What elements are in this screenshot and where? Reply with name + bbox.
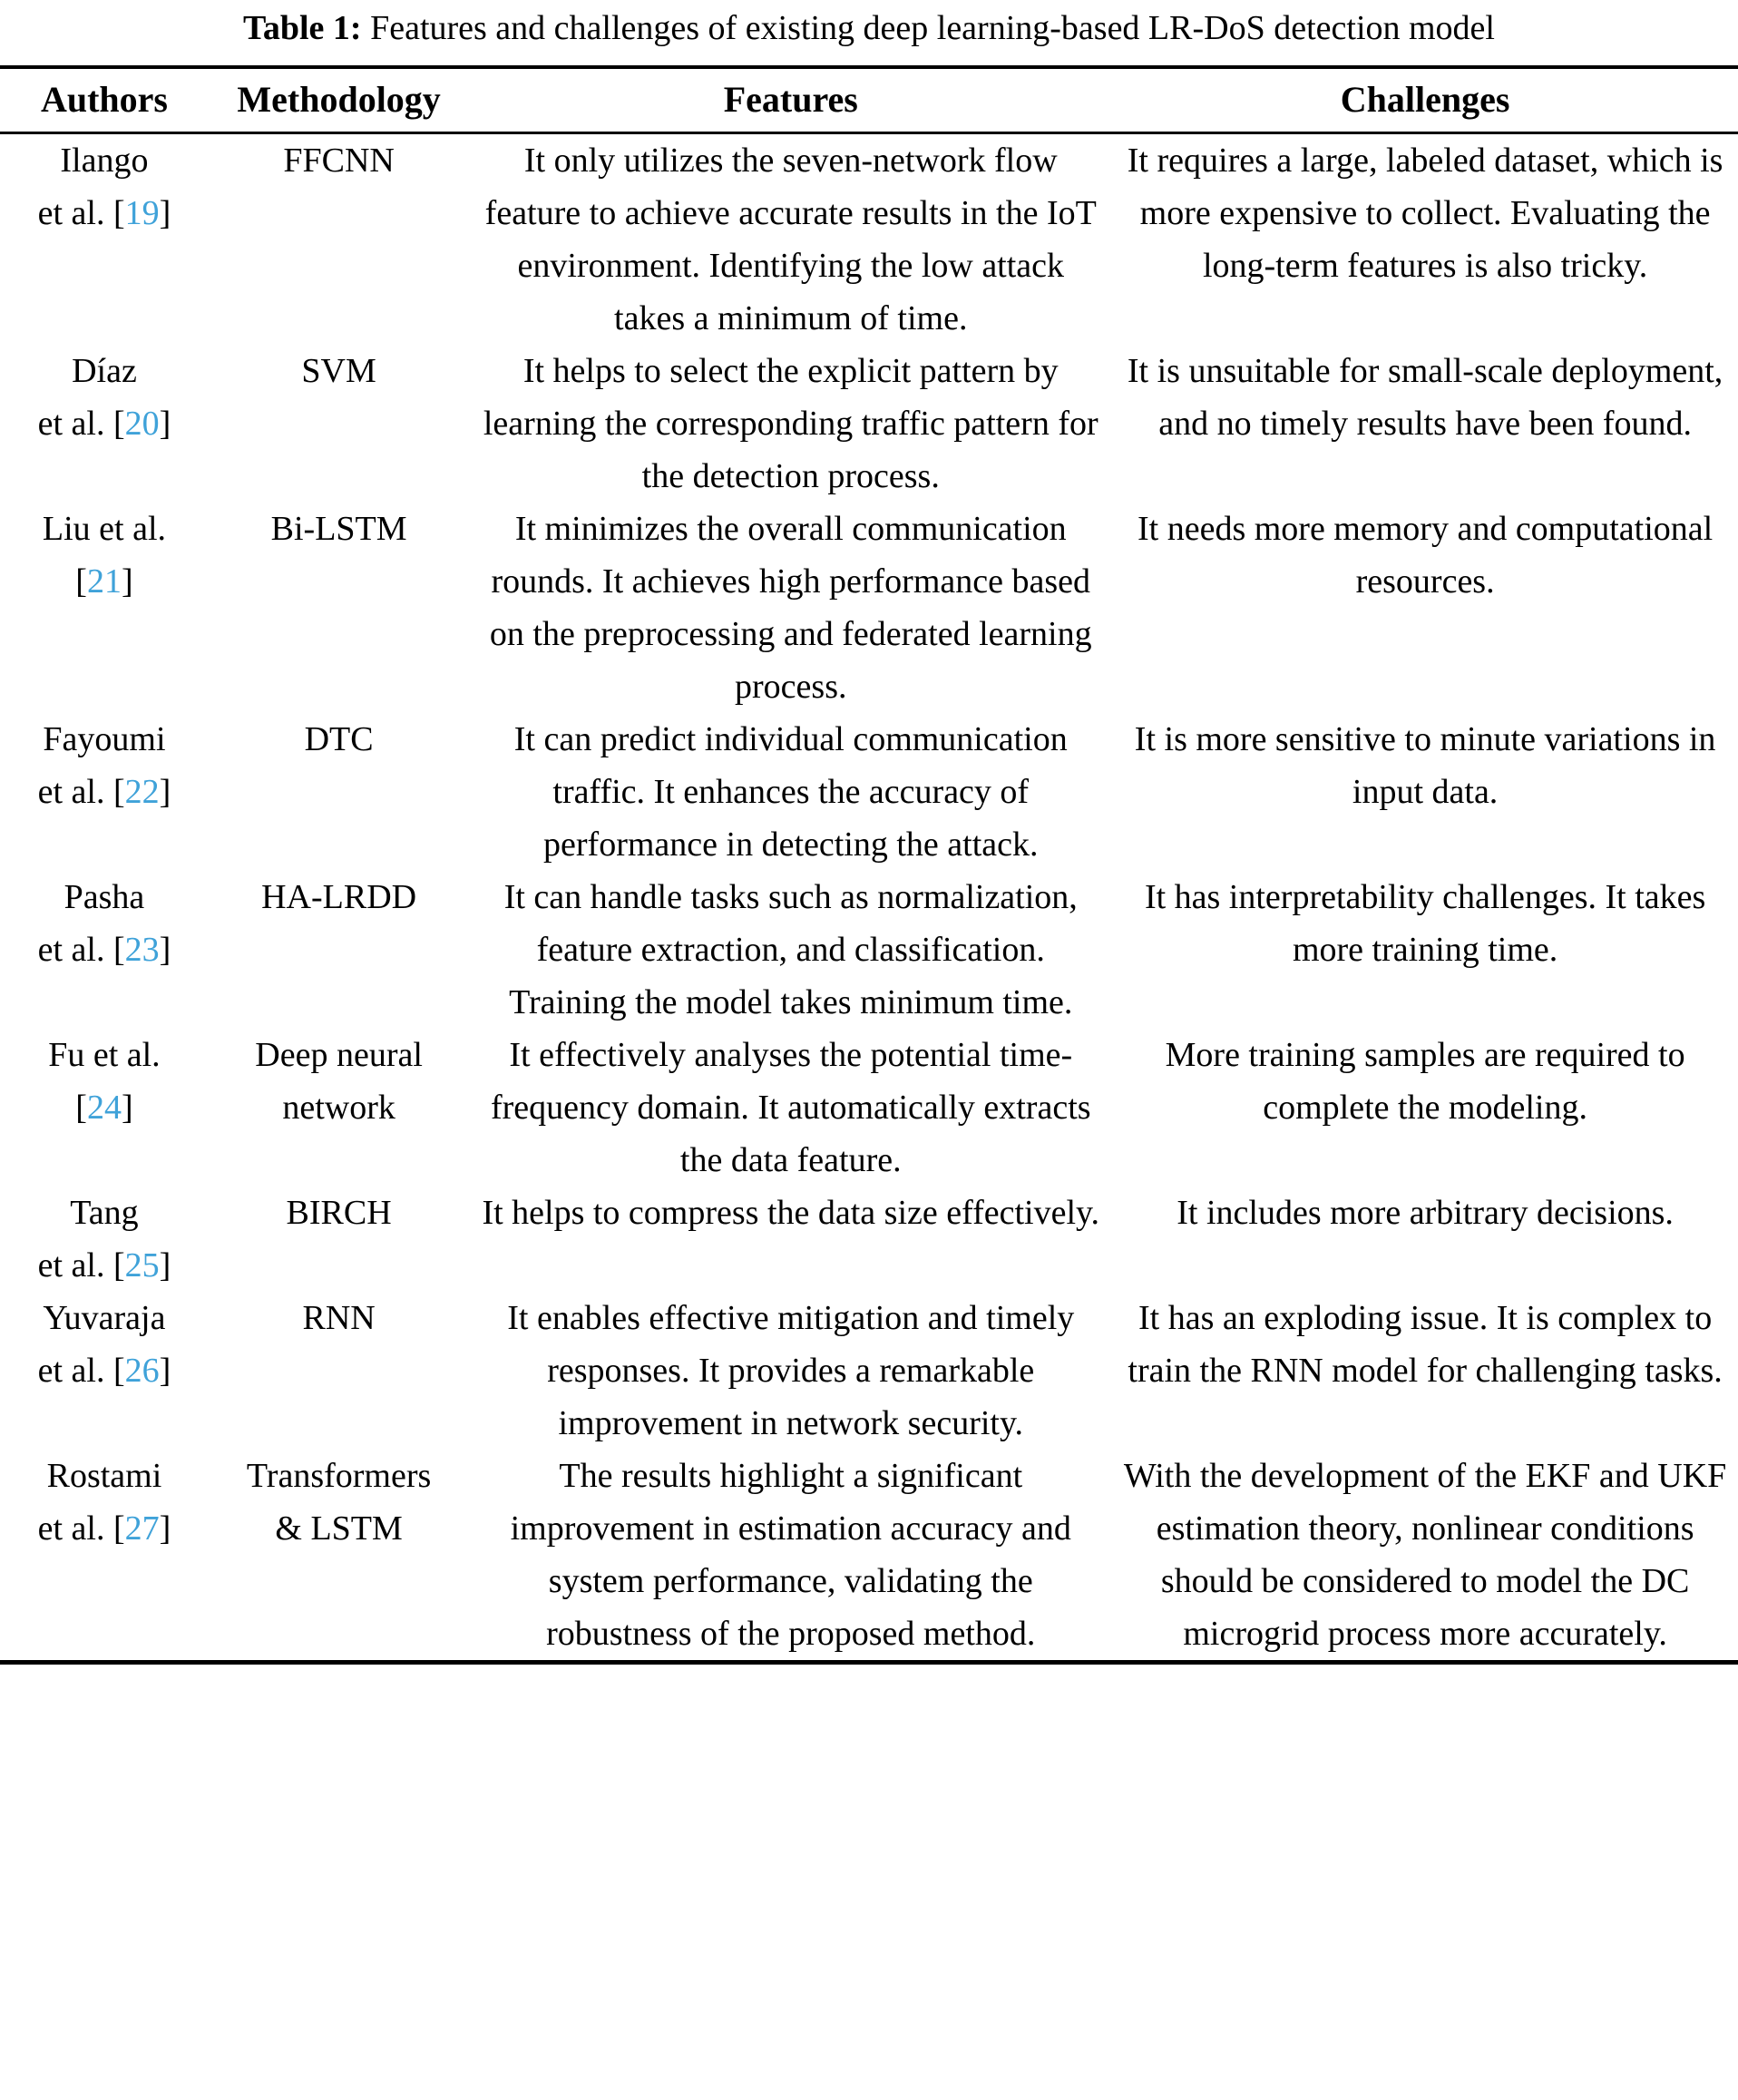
authors-cell: Rostami et al. [27] — [37, 1456, 171, 1548]
table-row — [0, 1292, 1738, 1450]
methodology-cell: SVM — [301, 351, 376, 390]
challenges-cell: It needs more memory and computational resources. — [1138, 509, 1714, 601]
citation-ref[interactable]: 27 — [124, 1509, 160, 1548]
citation-ref[interactable]: 19 — [124, 193, 160, 232]
citation-ref[interactable]: 24 — [86, 1088, 122, 1127]
features-cell: It can predict individual communication traffic. It enhances the accuracy of performance in detecting the attack. — [513, 719, 1068, 864]
table-row — [0, 345, 1738, 503]
comparison-table — [0, 65, 1738, 1665]
header-row — [0, 67, 1738, 133]
authors-cell: Fayoumi et al. [22] — [37, 719, 171, 811]
authors-cell: Fu et al. [24] — [48, 1035, 161, 1127]
authors-cell: Liu et al. [21] — [42, 509, 167, 601]
features-cell: It only utilizes the seven-network flow feature to achieve accurate results in the IoT environment. Identifying the low attack takes a minimum of time. — [484, 141, 1097, 337]
challenges-cell: It requires a large, labeled dataset, which is more expensive to collect. Evaluating the long-term features is also tricky. — [1127, 141, 1723, 285]
citation-ref[interactable]: 21 — [86, 562, 122, 601]
citation-ref[interactable]: 25 — [124, 1245, 160, 1284]
table-row — [0, 132, 1738, 345]
methodology-cell: Deep neural network — [255, 1035, 423, 1127]
features-cell: It enables effective mitigation and timely responses. It provides a remarkable improvement in network security. — [507, 1298, 1075, 1442]
citation-ref[interactable]: 26 — [124, 1351, 160, 1390]
table-caption — [0, 0, 1738, 65]
table-row — [0, 1187, 1738, 1292]
methodology-cell: Transformers & LSTM — [246, 1456, 432, 1548]
methodology-cell: BIRCH — [286, 1193, 392, 1232]
methodology-cell: Bi-LSTM — [270, 509, 407, 548]
authors-cell: Ilango et al. [19] — [37, 141, 171, 232]
authors-cell: Yuvaraja et al. [26] — [37, 1298, 171, 1390]
challenges-cell: It is unsuitable for small-scale deployment, and no timely results have been found. — [1127, 351, 1723, 443]
methodology-cell: DTC — [304, 719, 374, 758]
citation-ref[interactable]: 23 — [124, 930, 160, 969]
features-cell: It helps to compress the data size effectively. — [482, 1193, 1100, 1232]
column-header-features: Features — [469, 67, 1112, 133]
challenges-cell: It has interpretability challenges. It takes more training time. — [1144, 877, 1706, 969]
table-row — [0, 1029, 1738, 1187]
features-cell: It effectively analyses the potential time-frequency domain. It automatically extracts the data feature. — [490, 1035, 1091, 1179]
challenges-cell: It includes more arbitrary decisions. — [1177, 1193, 1674, 1232]
features-cell: The results highlight a significant improvement in estimation accuracy and system performance, validating the robustness of the proposed method. — [510, 1456, 1071, 1653]
features-cell: It can handle tasks such as normalization, feature extraction, and classification. Training the model takes minimum time. — [503, 877, 1078, 1021]
authors-cell: Pasha et al. [23] — [37, 877, 171, 969]
authors-cell: Díaz et al. [20] — [37, 351, 171, 443]
table-row — [0, 503, 1738, 713]
table-caption-label: Table 1: — [243, 9, 362, 47]
column-header-challenges: Challenges — [1112, 67, 1738, 133]
column-header-methodology: Methodology — [209, 67, 469, 133]
table-body — [0, 132, 1738, 1662]
challenges-cell: With the development of the EKF and UKF estimation theory, nonlinear conditions should be considered to model the DC microgrid process more accurately. — [1123, 1456, 1727, 1653]
challenges-cell: More training samples are required to complete the modeling. — [1165, 1035, 1685, 1127]
features-cell: It helps to select the explicit pattern by learning the corresponding traffic pattern for the detection process. — [483, 351, 1098, 495]
authors-cell: Tang et al. [25] — [37, 1193, 171, 1284]
table-row — [0, 713, 1738, 871]
table-row — [0, 1450, 1738, 1663]
methodology-cell: FFCNN — [283, 141, 395, 180]
citation-ref[interactable]: 20 — [124, 404, 160, 443]
column-header-authors: Authors — [0, 67, 209, 133]
challenges-cell: It is more sensitive to minute variations in input data. — [1134, 719, 1716, 811]
citation-ref[interactable]: 22 — [124, 772, 160, 811]
methodology-cell: HA-LRDD — [261, 877, 417, 916]
features-cell: It minimizes the overall communication rounds. It achieves high performance based on the preprocessing and federated learning process. — [489, 509, 1092, 706]
table-row — [0, 871, 1738, 1029]
methodology-cell: RNN — [302, 1298, 376, 1337]
challenges-cell: It has an exploding issue. It is complex to train the RNN model for challenging tasks. — [1128, 1298, 1723, 1390]
table-caption-text: Features and challenges of existing deep learning-based LR-DoS detection model — [361, 9, 1495, 47]
